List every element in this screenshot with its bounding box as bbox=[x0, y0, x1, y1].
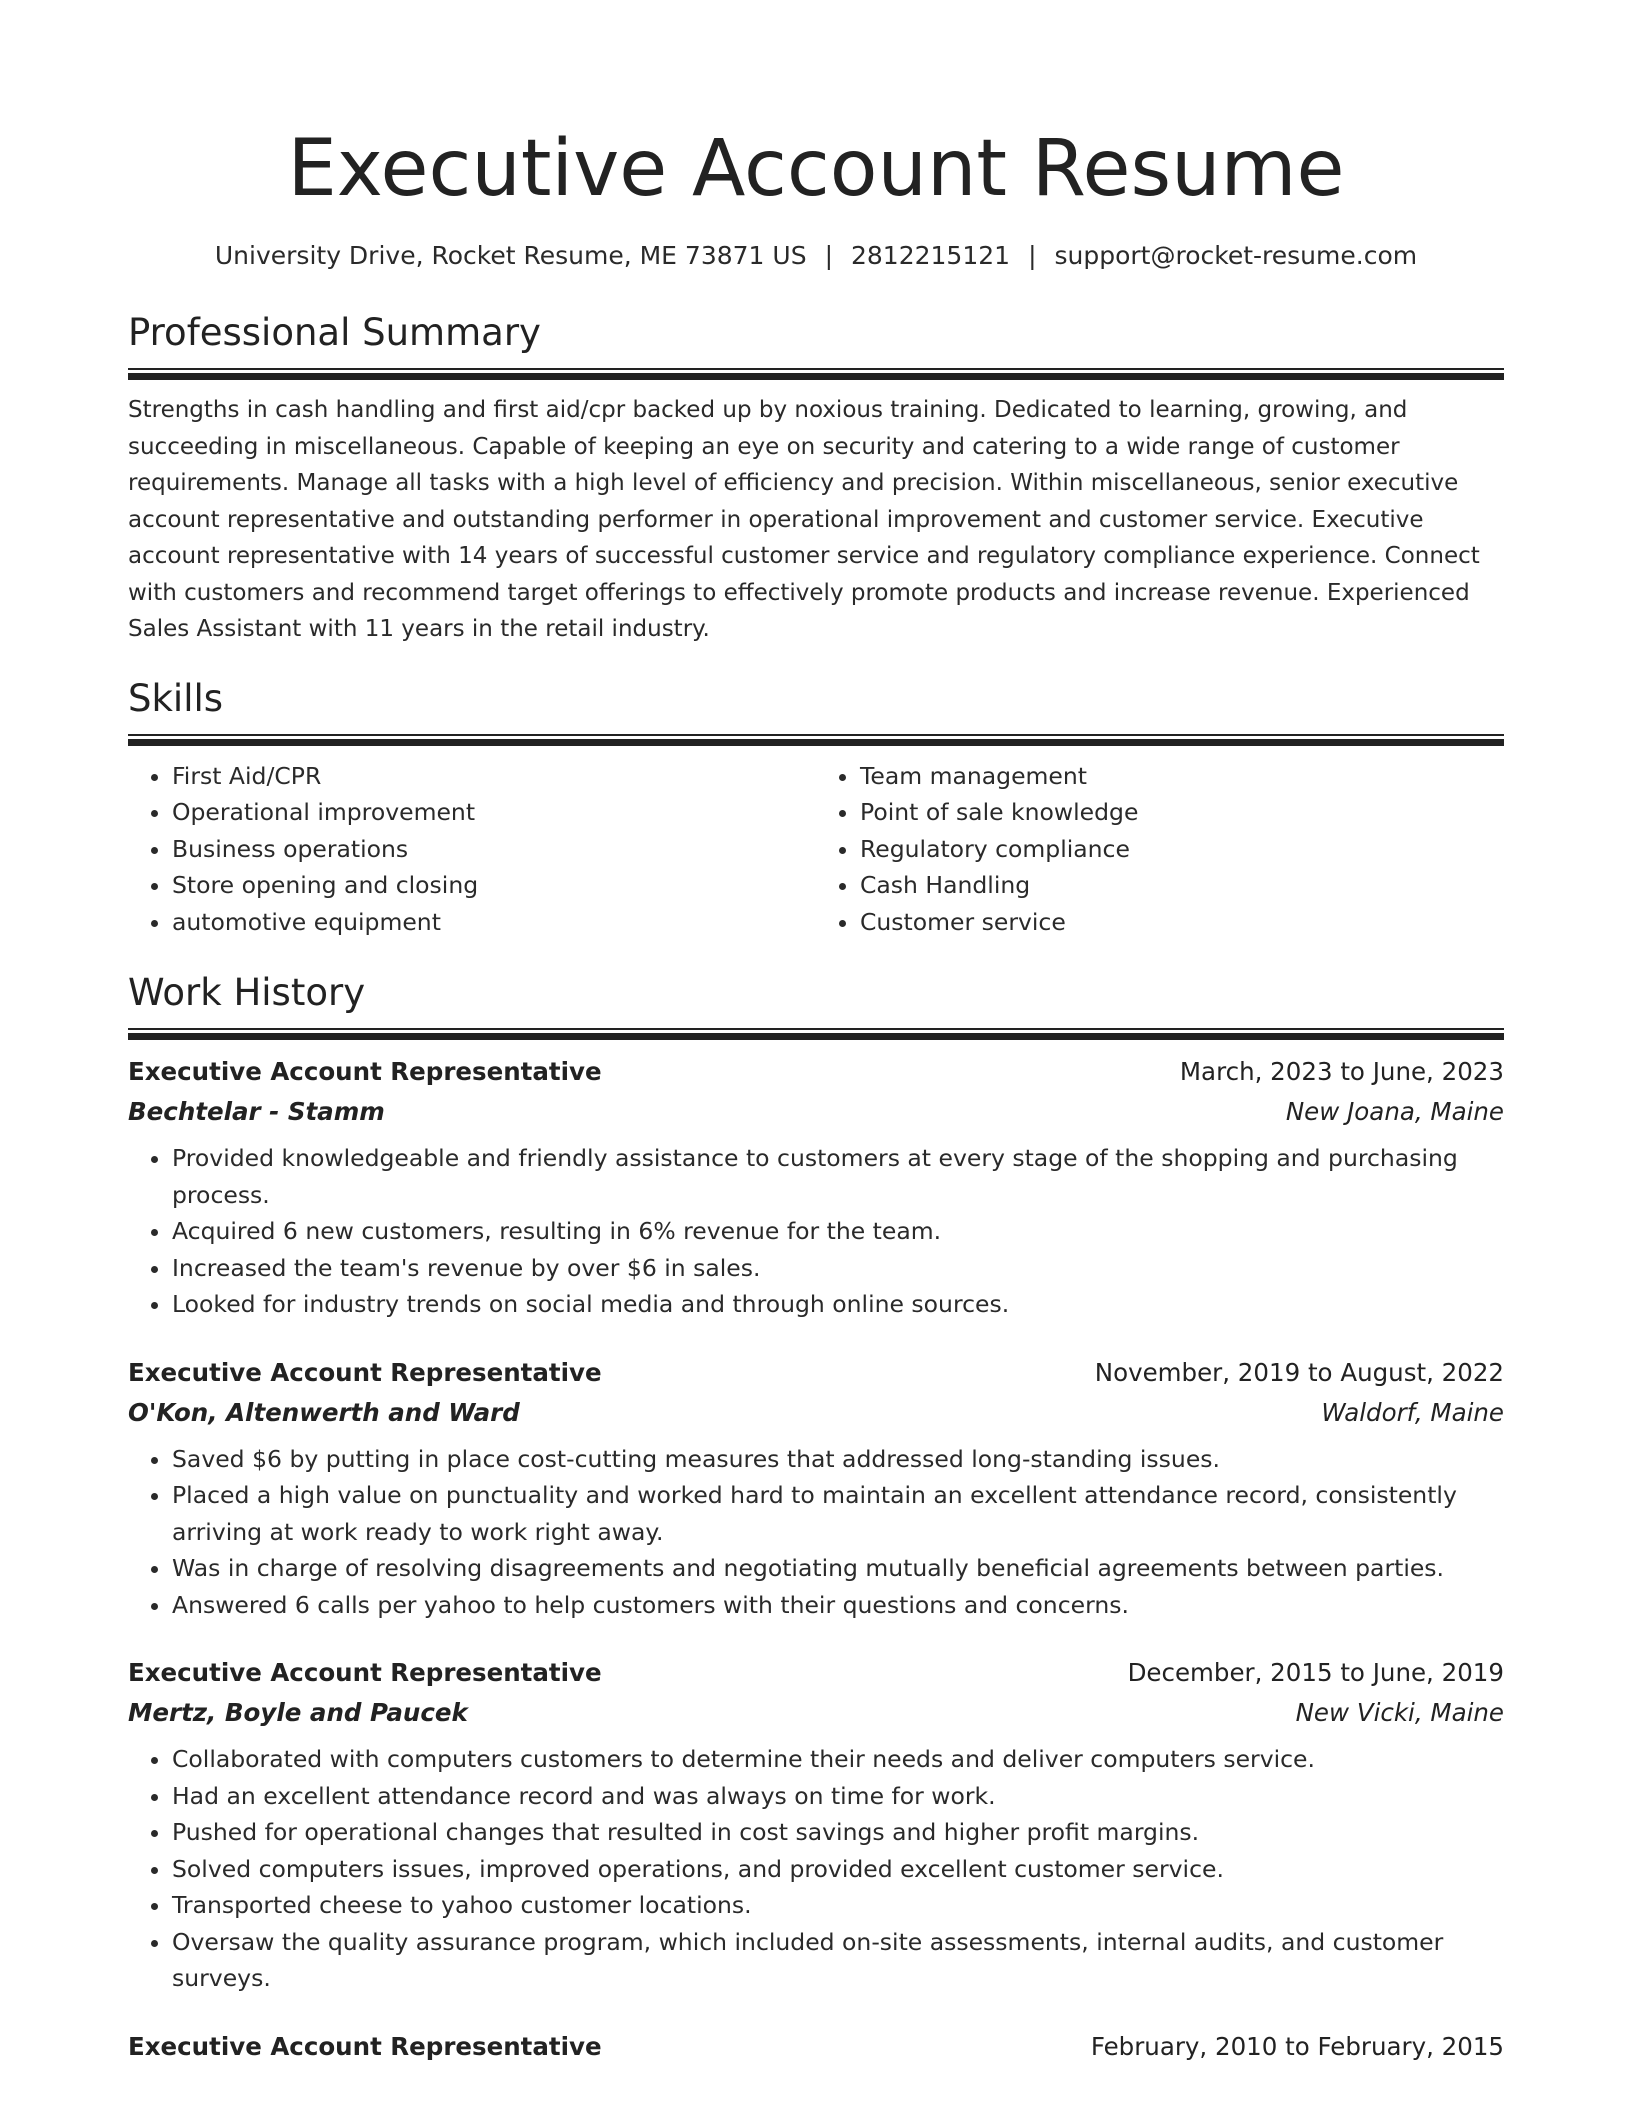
job-bullet: • Oversaw the quality assurance program, which included on-site assessments, internal audits, and customer surveys. bbox=[172, 1924, 1504, 1997]
contact-email: support@rocket-resume.com bbox=[1054, 241, 1418, 270]
job-bullet: • Placed a high value on punctuality and worked hard to maintain an excellent attendance record, consistently arriving at work ready to work right away. bbox=[172, 1477, 1504, 1550]
job-bullet: • Was in charge of resolving disagreements and negotiating mutually beneficial agreements between parties. bbox=[172, 1550, 1504, 1587]
contact-address: University Drive, Rocket Resume, ME 73871 US bbox=[214, 241, 807, 270]
section-heading-skills: Skills bbox=[128, 676, 224, 720]
job-bullet: • Increased the team's revenue by over $6 in sales. bbox=[172, 1250, 1504, 1287]
contact-separator: | bbox=[824, 241, 833, 270]
contact-phone: 2812215121 bbox=[851, 241, 1011, 270]
job-title: Executive Account Representative bbox=[128, 1057, 602, 1086]
job-dates: November, 2019 to August, 2022 bbox=[1094, 1357, 1504, 1387]
job-title: Executive Account Representative bbox=[128, 1658, 602, 1687]
job-bullet: • Pushed for operational changes that resulted in cost savings and higher profit margins. bbox=[172, 1814, 1504, 1851]
job-entry bbox=[128, 2027, 1504, 2067]
job-bullet: • Solved computers issues, improved operations, and provided excellent customer service. bbox=[172, 1851, 1504, 1888]
summary-text: Strengths in cash handling and first aid/cpr backed up by noxious training. Dedicated to learning, growing, and succeeding in miscellaneous. Capable of keeping an eye on security and catering to a wide range of customer requirements. Manage all tasks with a high level of efficiency and precision. Within miscellaneous, senior executive account representative and outstanding performer in operational improvement and customer service. Executive account representative with 14 years of successful customer service and regulatory compliance experience. Connect with customers and recommend target offerings to effectively promote products and increase revenue. Experienced Sales Assistant with 11 years in the retail industry. bbox=[128, 397, 1480, 642]
job-entry bbox=[128, 1052, 1504, 1323]
job-header bbox=[128, 2027, 1504, 2067]
job-company: Bechtelar - Stamm bbox=[128, 1097, 385, 1126]
section-heading-work-history: Work History bbox=[128, 971, 366, 1014]
contact-separator: | bbox=[1028, 241, 1037, 270]
job-bullet: • Answered 6 calls per yahoo to help customers with their questions and concerns. bbox=[172, 1587, 1504, 1624]
section-heading-summary: Professional Summary bbox=[128, 311, 541, 354]
job-bullet: • Transported cheese to yahoo customer locations. bbox=[172, 1887, 1504, 1924]
job-header bbox=[128, 1052, 1504, 1092]
job-title: Executive Account Representative bbox=[128, 1357, 602, 1387]
section-divider bbox=[128, 734, 1504, 746]
skill-item: • Regulatory compliance bbox=[860, 831, 1504, 868]
job-subheader bbox=[128, 1693, 1504, 1733]
job-location: New Vicki, Maine bbox=[1295, 1698, 1504, 1727]
job-bullet: • Saved $6 by putting in place cost-cutting measures that addressed long-standing issues. bbox=[172, 1441, 1504, 1478]
job-subheader bbox=[128, 1092, 1504, 1132]
job-header bbox=[128, 1353, 1504, 1393]
job-company: O'Kon, Altenwerth and Ward bbox=[128, 1397, 520, 1427]
job-bullet: • Acquired 6 new customers, resulting in 6% revenue for the team. bbox=[172, 1213, 1504, 1250]
skill-item: • Operational improvement bbox=[172, 794, 816, 831]
job-bullets bbox=[128, 1441, 1504, 1624]
skills-list-right bbox=[816, 758, 1504, 941]
job-bullet: • Provided knowledgeable and friendly assistance to customers at every stage of the shopping and purchasing process. bbox=[172, 1140, 1504, 1213]
job-subheader bbox=[128, 1393, 1504, 1433]
skill-item: • Cash Handling bbox=[860, 867, 1504, 904]
job-bullet: • Collaborated with computers customers to determine their needs and deliver computers service. bbox=[172, 1741, 1504, 1778]
job-bullets bbox=[128, 1140, 1504, 1323]
job-company: Mertz, Boyle and Paucek bbox=[128, 1698, 468, 1727]
skill-item: • Store opening and closing bbox=[172, 867, 816, 904]
skill-item: • Point of sale knowledge bbox=[860, 794, 1504, 831]
work-history-section bbox=[128, 968, 1504, 2067]
skills-columns bbox=[128, 758, 1504, 941]
skills-section bbox=[128, 674, 1504, 941]
summary-section bbox=[128, 308, 1504, 648]
skill-item: • First Aid/CPR bbox=[172, 758, 816, 795]
job-header bbox=[128, 1653, 1504, 1693]
job-bullet: • Looked for industry trends on social media and through online sources. bbox=[172, 1286, 1504, 1323]
job-location: New Joana, Maine bbox=[1285, 1097, 1504, 1126]
job-location: Waldorf, Maine bbox=[1321, 1397, 1504, 1427]
job-entry bbox=[128, 1353, 1504, 1624]
job-dates: February, 2010 to February, 2015 bbox=[1090, 2031, 1504, 2061]
resume-title: Executive Account Resume bbox=[287, 124, 1345, 214]
job-dates: December, 2015 to June, 2019 bbox=[1127, 1658, 1504, 1687]
job-entry bbox=[128, 1653, 1504, 1997]
contact-line bbox=[128, 238, 1504, 274]
section-divider bbox=[128, 1028, 1504, 1040]
skill-item: • Team management bbox=[860, 758, 1504, 795]
job-title: Executive Account Representative bbox=[128, 2031, 602, 2061]
skill-item: • Business operations bbox=[172, 831, 816, 868]
skill-item: • automotive equipment bbox=[172, 904, 816, 941]
job-bullet: • Had an excellent attendance record and was always on time for work. bbox=[172, 1778, 1504, 1815]
job-bullets bbox=[128, 1741, 1504, 1997]
section-divider bbox=[128, 368, 1504, 380]
skills-list-left bbox=[128, 758, 816, 941]
job-dates: March, 2023 to June, 2023 bbox=[1179, 1057, 1504, 1086]
resume-page bbox=[128, 0, 1504, 2067]
skill-item: • Customer service bbox=[860, 904, 1504, 941]
